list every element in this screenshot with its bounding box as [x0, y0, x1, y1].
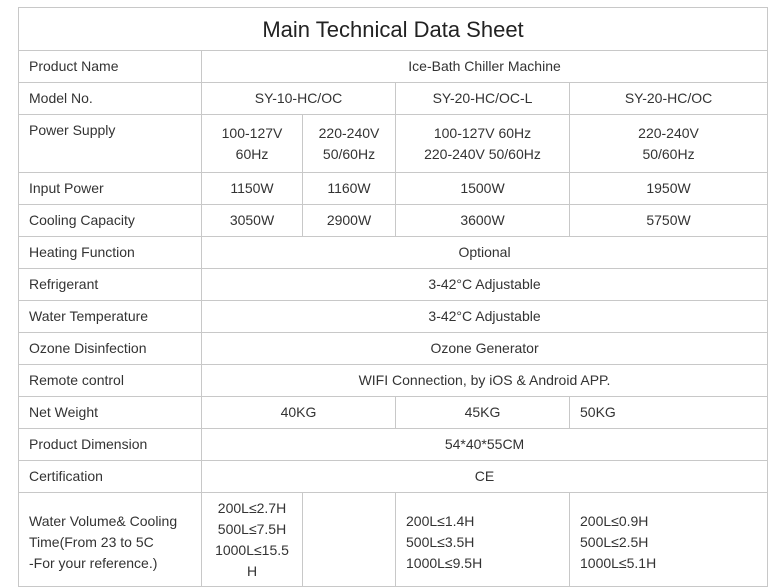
power-supply-value-4-line-2: 50/60Hz [642, 145, 695, 162]
water-volume-value-1-line-4: H [246, 563, 258, 579]
water-volume-value-1-line-1: 200L≤2.7H [217, 500, 287, 516]
input-power-value-2: 1160W [303, 173, 396, 205]
row-cooling-capacity [19, 205, 768, 237]
input-power-value-3: 1500W [396, 173, 570, 205]
water-volume-label-line-3: -For your reference.) [29, 554, 158, 571]
water-temperature-value: 3-42°C Adjustable [202, 301, 768, 333]
sheet-title: Main Technical Data Sheet [19, 8, 768, 51]
water-volume-value-3-line-1: 200L≤1.4H [406, 512, 475, 529]
power-supply-value-2 [303, 115, 396, 173]
row-heating-function [19, 237, 768, 269]
water-volume-value-4-line-3: 1000L≤5.1H [580, 554, 657, 571]
row-input-power [19, 173, 768, 205]
cooling-capacity-value-1: 3050W [202, 205, 303, 237]
product-dimension-label: Product Dimension [19, 429, 202, 461]
water-volume-value-4-line-1: 200L≤0.9H [580, 512, 649, 529]
heating-function-value: Optional [202, 237, 768, 269]
water-volume-value-4 [570, 493, 768, 587]
water-volume-label-line-2: Time(From 23 to 5C [29, 533, 154, 550]
product-dimension-value: 54*40*55CM [202, 429, 768, 461]
water-volume-value-1-line-2: 500L≤7.5H [217, 521, 287, 537]
water-temperature-label: Water Temperature [19, 301, 202, 333]
heating-function-label: Heating Function [19, 237, 202, 269]
row-net-weight [19, 397, 768, 429]
model-value-2: SY-20-HC/OC-L [396, 83, 570, 115]
remote-control-label: Remote control [19, 365, 202, 397]
row-water-temperature [19, 301, 768, 333]
remote-control-value: WIFI Connection, by iOS & Android APP. [202, 365, 768, 397]
net-weight-value-1: 40KG [202, 397, 396, 429]
water-volume-value-4-line-2: 500L≤2.5H [580, 533, 649, 550]
row-product-name [19, 51, 768, 83]
model-value-1: SY-10-HC/OC [202, 83, 396, 115]
row-certification [19, 461, 768, 493]
product-name-value: Ice-Bath Chiller Machine [202, 51, 768, 83]
ozone-disinfection-value: Ozone Generator [202, 333, 768, 365]
water-volume-label [19, 493, 202, 587]
row-power-supply [19, 115, 768, 173]
input-power-value-4: 1950W [570, 173, 768, 205]
row-product-dimension [19, 429, 768, 461]
cooling-capacity-value-3: 3600W [396, 205, 570, 237]
technical-data-table [18, 7, 768, 587]
power-supply-value-3-line-1: 100-127V 60Hz [433, 124, 532, 141]
power-supply-value-1-line-1: 100-127V [221, 124, 283, 141]
refrigerant-value: 3-42°C Adjustable [202, 269, 768, 301]
input-power-label: Input Power [19, 173, 202, 205]
net-weight-value-3: 50KG [570, 397, 768, 429]
water-volume-value-2-empty [303, 493, 396, 587]
ozone-disinfection-label: Ozone Disinfection [19, 333, 202, 365]
water-volume-value-1-line-3: 1000L≤15.5 [215, 542, 289, 558]
row-model-no [19, 83, 768, 115]
cooling-capacity-value-4: 5750W [570, 205, 768, 237]
input-power-value-1: 1150W [202, 173, 303, 205]
power-supply-value-3 [396, 115, 570, 173]
cooling-capacity-value-2: 2900W [303, 205, 396, 237]
model-no-label: Model No. [19, 83, 202, 115]
refrigerant-label: Refrigerant [19, 269, 202, 301]
power-supply-value-1 [202, 115, 303, 173]
power-supply-value-3-line-2: 220-240V 50/60Hz [424, 145, 541, 162]
product-name-label: Product Name [19, 51, 202, 83]
row-remote-control [19, 365, 768, 397]
cooling-capacity-label: Cooling Capacity [19, 205, 202, 237]
row-water-volume [19, 493, 768, 587]
row-refrigerant [19, 269, 768, 301]
power-supply-value-4-line-1: 220-240V [638, 124, 699, 141]
power-supply-value-2-line-2: 50/60Hz [322, 145, 376, 162]
net-weight-value-2: 45KG [396, 397, 570, 429]
water-volume-value-1 [202, 493, 303, 587]
water-volume-value-3-line-3: 1000L≤9.5H [406, 554, 483, 571]
water-volume-value-3 [396, 493, 570, 587]
certification-value: CE [202, 461, 768, 493]
water-volume-label-line-1: Water Volume& Cooling [29, 512, 178, 529]
power-supply-value-1-line-2: 60Hz [235, 145, 269, 162]
net-weight-label: Net Weight [19, 397, 202, 429]
certification-label: Certification [19, 461, 202, 493]
water-volume-value-3-line-2: 500L≤3.5H [406, 533, 475, 550]
power-supply-value-4 [570, 115, 768, 173]
row-ozone-disinfection [19, 333, 768, 365]
model-value-3: SY-20-HC/OC [570, 83, 768, 115]
power-supply-label: Power Supply [19, 115, 202, 173]
power-supply-value-2-line-1: 220-240V [318, 124, 380, 141]
